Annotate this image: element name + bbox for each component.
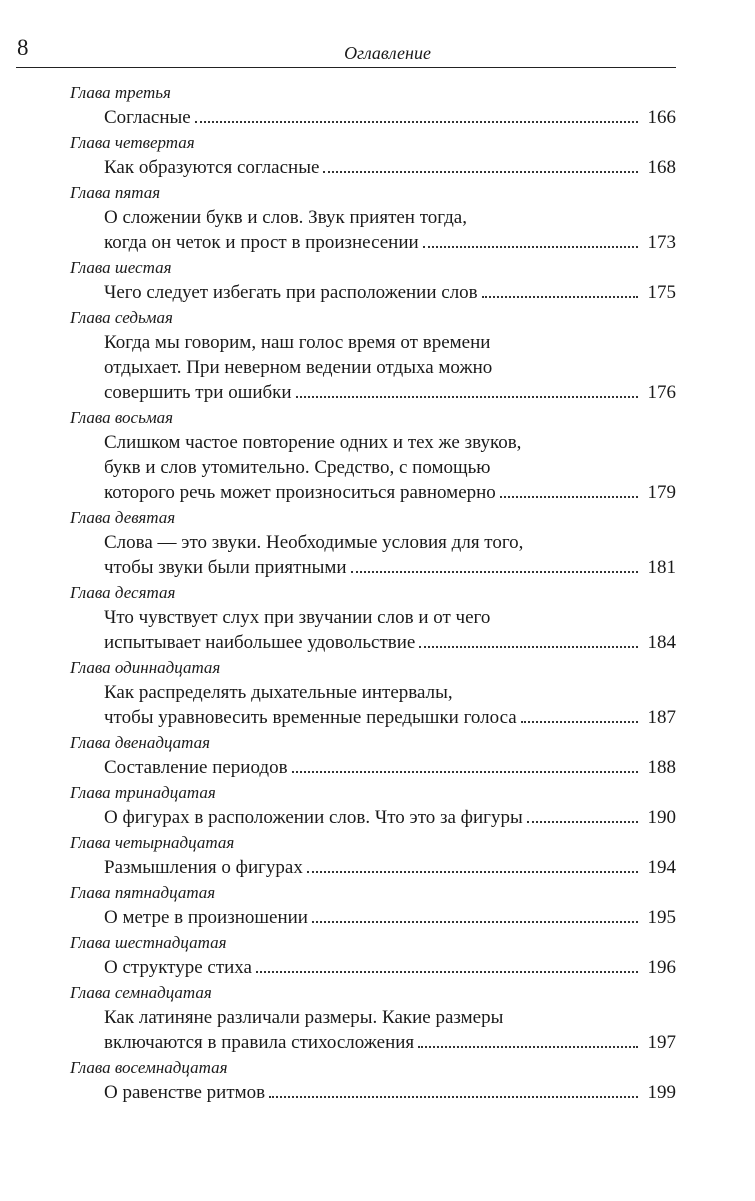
dot-leader <box>307 859 638 873</box>
toc-chapter <box>0 130 755 180</box>
entry-last-line <box>104 155 676 180</box>
entry-title-line: испытывает наибольшее удовольствие <box>104 632 416 653</box>
entry-page-number: 194 <box>647 857 676 878</box>
dot-leader <box>500 484 638 498</box>
entry-title-line: Как распределять дыхательные интервалы, <box>104 682 453 703</box>
toc-chapter <box>0 80 755 130</box>
entry-title-line: Слова — это звуки. Необходимые условия для того, <box>104 532 524 553</box>
entry-last-line <box>104 380 676 405</box>
toc-chapter <box>0 930 755 980</box>
chapter-label: Глава шестнадцатая <box>70 933 227 952</box>
chapter-label: Глава седьмая <box>70 308 173 327</box>
chapter-label: Глава четвертая <box>70 133 195 152</box>
chapter-label: Глава семнадцатая <box>70 983 212 1002</box>
dot-leader <box>419 634 638 648</box>
toc-chapter <box>0 1055 755 1105</box>
toc-chapter <box>0 505 755 580</box>
entry-title-line: Как образуются согласные <box>104 157 320 178</box>
chapter-label: Глава четырнадцатая <box>70 833 235 852</box>
entry-title-line: Составление периодов <box>104 757 288 778</box>
dot-leader <box>351 559 638 573</box>
entry-title-line: Когда мы говорим, наш голос время от времени <box>104 332 491 353</box>
entry-last-line <box>104 105 676 130</box>
entry-last-line <box>104 230 676 255</box>
entry-page-number: 197 <box>647 1032 676 1053</box>
entry-title-line: отдыхает. При неверном ведении отдыха можно <box>104 357 493 378</box>
entry-title-line: Как латиняне различали размеры. Какие размеры <box>104 1007 504 1028</box>
chapter-label: Глава девятая <box>70 508 176 527</box>
entry-title-line: Чего следует избегать при расположении слов <box>104 282 478 303</box>
toc-chapter <box>0 655 755 730</box>
entry-title-line: Что чувствует слух при звучании слов и от чего <box>104 607 491 628</box>
toc-entry <box>104 805 676 830</box>
entry-page-number: 187 <box>647 707 676 728</box>
entry-title-line: совершить три ошибки <box>104 382 292 403</box>
entry-title-line: букв и слов утомительно. Средство, с помощью <box>104 457 491 478</box>
chapter-label: Глава пятая <box>70 183 161 202</box>
entry-title-line: О фигурах в расположении слов. Что это за фигуры <box>104 807 523 828</box>
entry-title-line: О сложении букв и слов. Звук приятен тогда, <box>104 207 467 228</box>
dot-leader <box>521 709 638 723</box>
toc-chapter <box>0 830 755 880</box>
toc-chapter <box>0 305 755 405</box>
entry-last-line <box>104 1080 676 1105</box>
entry-page-number: 188 <box>647 757 676 778</box>
toc-entry <box>104 1080 676 1105</box>
toc-entry <box>104 680 676 730</box>
dot-leader <box>296 384 638 398</box>
dot-leader <box>256 959 638 973</box>
chapter-label: Глава одиннадцатая <box>70 658 221 677</box>
toc-entry <box>104 1005 676 1055</box>
entry-page-number: 173 <box>647 232 676 253</box>
entry-last-line <box>104 555 676 580</box>
toc-entry <box>104 530 676 580</box>
entry-title-line: Согласные <box>104 107 191 128</box>
toc-chapter <box>0 255 755 305</box>
entry-title-line: О структуре стиха <box>104 957 252 978</box>
chapter-label: Глава восьмая <box>70 408 174 427</box>
entry-title-line: которого речь может произноситься равномерно <box>104 482 496 503</box>
toc-entry <box>104 855 676 880</box>
entry-last-line <box>104 630 676 655</box>
toc-chapter <box>0 880 755 930</box>
entry-page-number: 166 <box>647 107 676 128</box>
entry-page-number: 175 <box>647 282 676 303</box>
toc-chapter <box>0 980 755 1055</box>
entry-last-line <box>104 280 676 305</box>
header-rule <box>16 67 676 68</box>
chapter-label: Глава тринадцатая <box>70 783 216 802</box>
table-of-contents <box>0 80 755 1105</box>
toc-chapter <box>0 405 755 505</box>
chapter-label: Глава двенадцатая <box>70 733 211 752</box>
dot-leader <box>482 284 638 298</box>
toc-entry <box>104 105 676 130</box>
chapter-label: Глава шестая <box>70 258 172 277</box>
entry-last-line <box>104 855 676 880</box>
toc-entry <box>104 155 676 180</box>
entry-page-number: 196 <box>647 957 676 978</box>
entry-title-line: включаются в правила стихосложения <box>104 1032 415 1053</box>
entry-last-line <box>104 705 676 730</box>
entry-page-number: 195 <box>647 907 676 928</box>
toc-chapter <box>0 730 755 780</box>
running-title: Оглавление <box>344 43 431 63</box>
dot-leader <box>312 909 638 923</box>
toc-entry <box>104 755 676 780</box>
entry-last-line <box>104 1030 676 1055</box>
entry-page-number: 168 <box>647 157 676 178</box>
toc-chapter <box>0 180 755 255</box>
entry-last-line <box>104 480 676 505</box>
dot-leader <box>269 1084 638 1098</box>
entry-title-line: Размышления о фигурах <box>104 857 303 878</box>
entry-last-line <box>104 905 676 930</box>
toc-entry <box>104 330 676 405</box>
chapter-label: Глава восемнадцатая <box>70 1058 228 1077</box>
entry-page-number: 184 <box>647 632 676 653</box>
entry-last-line <box>104 755 676 780</box>
entry-page-number: 199 <box>647 1082 676 1103</box>
entry-page-number: 179 <box>647 482 676 503</box>
toc-entry <box>104 955 676 980</box>
entry-title-line: чтобы уравновесить временные передышки голоса <box>104 707 517 728</box>
dot-leader <box>423 234 638 248</box>
dot-leader <box>195 109 638 123</box>
dot-leader <box>527 809 638 823</box>
entry-title-line: О равенстве ритмов <box>104 1082 266 1103</box>
toc-chapter <box>0 780 755 830</box>
entry-page-number: 176 <box>647 382 676 403</box>
chapter-label: Глава десятая <box>70 583 176 602</box>
page-number: 8 <box>17 35 29 60</box>
chapter-label: Глава третья <box>70 83 171 102</box>
entry-page-number: 190 <box>647 807 676 828</box>
entry-last-line <box>104 955 676 980</box>
toc-entry <box>104 905 676 930</box>
dot-leader <box>323 159 638 173</box>
toc-entry <box>104 430 676 505</box>
chapter-label: Глава пятнадцатая <box>70 883 216 902</box>
entry-title-line: Слишком частое повторение одних и тех же звуков, <box>104 432 522 453</box>
entry-last-line <box>104 805 676 830</box>
toc-entry <box>104 205 676 255</box>
entry-title-line: О метре в произношении <box>104 907 308 928</box>
toc-chapter <box>0 580 755 655</box>
entry-title-line: чтобы звуки были приятными <box>104 557 347 578</box>
dot-leader <box>418 1034 638 1048</box>
toc-entry <box>104 605 676 655</box>
toc-entry <box>104 280 676 305</box>
entry-title-line: когда он четок и прост в произнесении <box>104 232 419 253</box>
entry-page-number: 181 <box>647 557 676 578</box>
dot-leader <box>292 759 638 773</box>
